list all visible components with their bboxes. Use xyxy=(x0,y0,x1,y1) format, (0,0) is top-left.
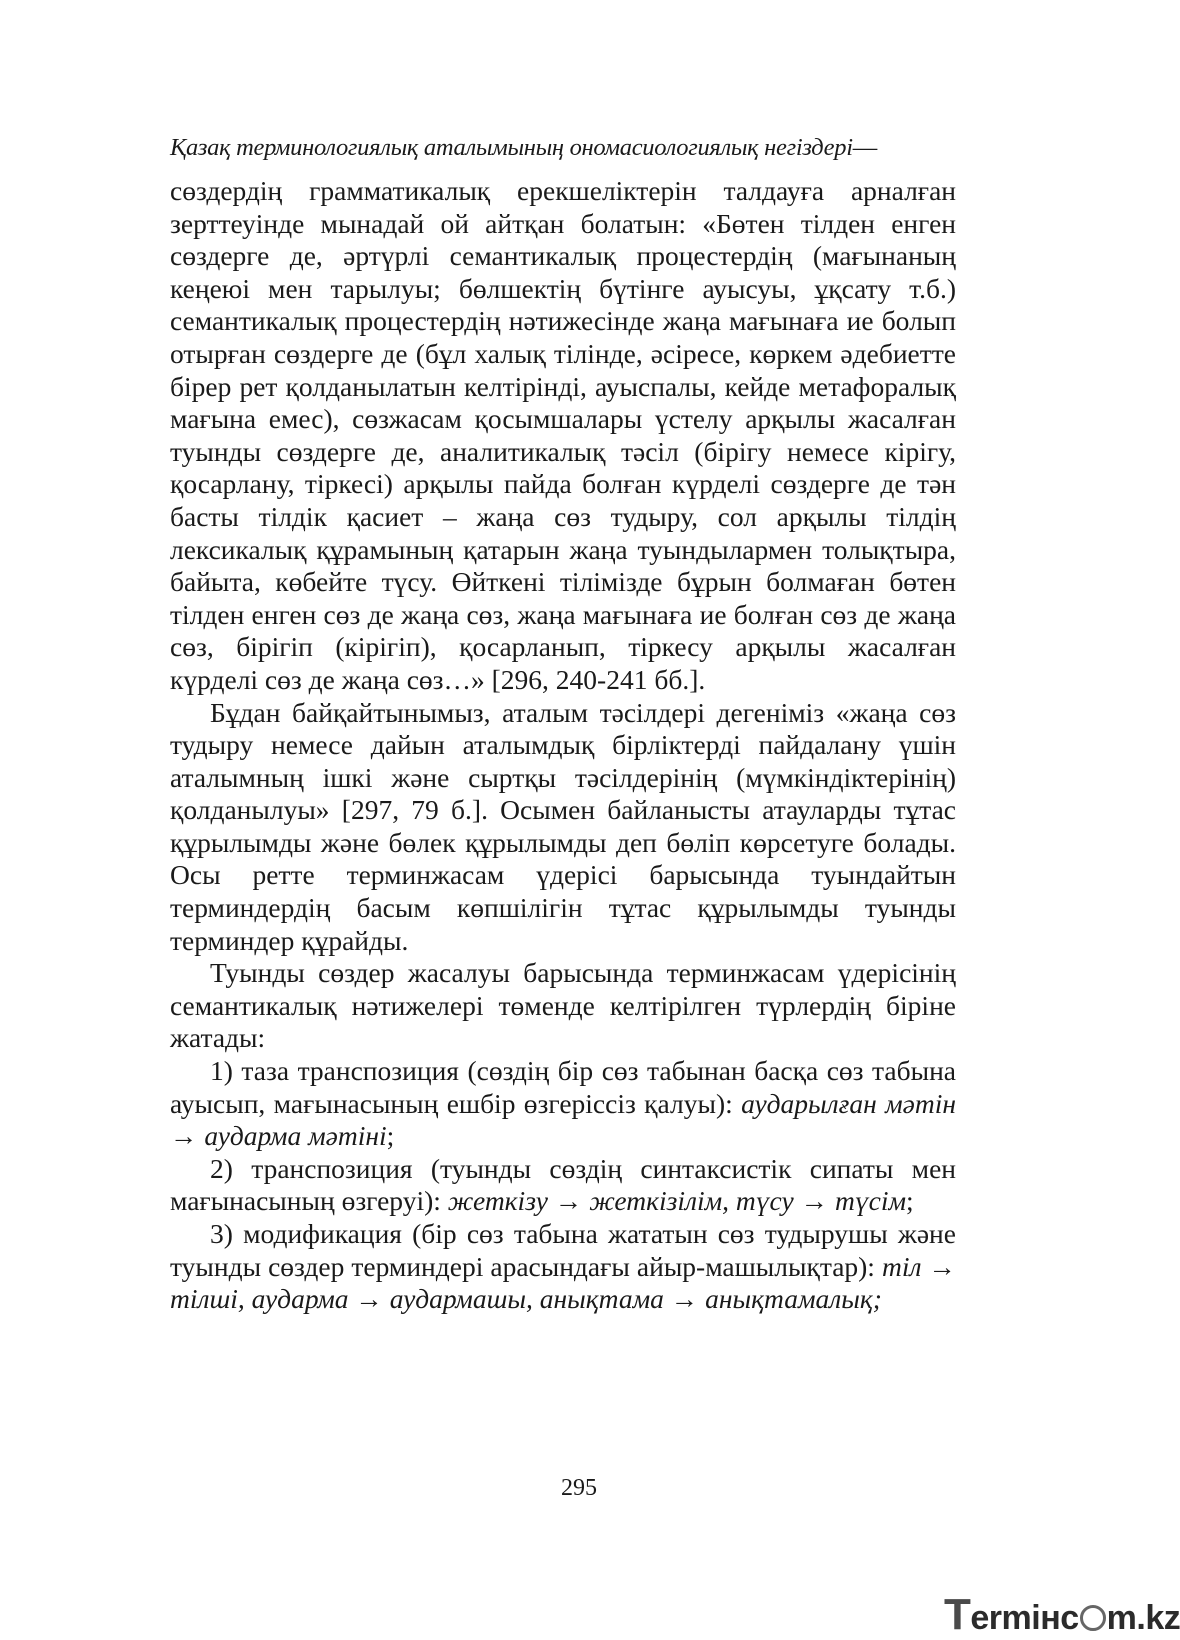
arrow: → xyxy=(800,1185,829,1217)
arrow: → xyxy=(170,1120,198,1152)
header-dash: — xyxy=(852,134,877,161)
list-item-1 xyxy=(170,1055,956,1153)
punctuation: ; xyxy=(386,1120,395,1152)
list-item-1-text: 1) таза транспозиция (сөздің бір сөз табынан басқа сөз табына ауысып, мағынасының ешбір өзгеріссіз қалуы): xyxy=(170,1055,956,1119)
example-term: анықтамалық; xyxy=(705,1283,882,1315)
logo-circle-icon xyxy=(1080,1605,1106,1631)
list-item-2-text: 2) транспозиция (туынды сөздің синтаксистік сипаты мен мағынасының өзгеруі): xyxy=(170,1152,956,1217)
list-item-2 xyxy=(170,1153,956,1218)
running-header xyxy=(170,132,960,164)
arrow: → xyxy=(928,1250,957,1282)
example-term: аударма мәтіні xyxy=(204,1120,387,1152)
arrow: → xyxy=(554,1185,583,1217)
arrow: → xyxy=(355,1283,383,1315)
logo-text-part2: m.kz xyxy=(1106,1599,1180,1637)
example-term: аудармашы, xyxy=(389,1283,533,1315)
termincom-logo xyxy=(944,1590,1180,1640)
example-term: тіл xyxy=(881,1250,922,1282)
body-text xyxy=(170,175,956,1316)
example-term: аударма xyxy=(251,1283,349,1315)
example-term: аударылған мәтін xyxy=(741,1087,956,1119)
paragraph-2: Бұдан байқайтынымыз, аталым тәсілдері дегеніміз «жаңа сөз тудыру немесе дайын аталымдық бірліктерді пайдалану үшін аталымның ішкі және сыртқы тәсілдерінің (мүмкіндіктерінің) қолданылуы» [297, 79 б.]. Осымен байланысты атауларды тұтас құрылымды және бөлек құрылымды деп бөліп көрсетуге болады. Осы ретте терминжасам үдерісі барысында туындайтын терминдердің басым көпшілігін тұтас құрылымды туынды терминдер құрайды. xyxy=(170,696,956,956)
paragraph-1: сөздердің грамматикалық ерекшеліктерін талдауға арналған зерттеуінде мынадай ой айтқан болатын: «Бөтен тілден енген сөздерге де, әртүрлі семантикалық процестердің (мағынаның кеңеюі мен тарылуы; бөлшектің бүтінге ауысуы, ұқсату т.б.) семантикалық процестердің нәтижесінде жаңа мағынаға ие болып отырған сөздерге де (бұл халық тілінде, әсіресе, көркем әдебиетте бірер рет қолданылатын келтірінді, ауыспалы, кейде метафоралық мағына емес), сөзжасам қосымшалары үстелу арқылы жасалған туынды сөздерге де, аналитикалық тәсіл (бірігу немесе кірігу, қосарлану, тіркесі) арқылы пайда болған күрделі сөздерге де тән басты тілдік қасиет – жаңа сөз тудыру, сол арқылы тілдің лексикалық құрамының қатарын жаңа туындылармен толықтыра, байыта, көбейте түсу. Өйткені тілімізде бұрын болмаған бөтен тілден енген сөз де жаңа сөз, жаңа мағынаға ие болған сөз де жаңа сөз, бірігіп (кірігіп), қосарланып, тіркесу арқылы жасалған күрделі сөз де жаңа сөз…» [296, 240-241 бб.]. xyxy=(170,175,956,695)
example-term: тілші, xyxy=(170,1283,245,1315)
example-term: жеткізілім, xyxy=(589,1185,730,1217)
logo-text-part1: ermінc xyxy=(970,1599,1079,1637)
logo-letter-t: T xyxy=(944,1590,971,1639)
paragraph-3: Туынды сөздер жасалуы барысында терминжасам үдерісінің семантикалық нәтижелері төменде келтірілген түрлердің біріне жатады: xyxy=(170,957,956,1054)
list-item-3-text: 3) модификация (бір сөз табына жататын сөз тудырушы және туынды сөздер терминдері арасындағы айыр-машылықтар): xyxy=(170,1218,956,1282)
example-term: түсу xyxy=(735,1185,794,1217)
list-item-3 xyxy=(170,1218,956,1316)
running-title: Қазақ терминологиялық аталымының ономасиологиялық негіздері xyxy=(170,134,853,161)
arrow: → xyxy=(670,1283,699,1315)
example-term: түсім xyxy=(835,1185,907,1217)
page-number: 295 xyxy=(561,1475,597,1501)
punctuation: ; xyxy=(906,1185,914,1217)
example-term: анықтама xyxy=(539,1283,664,1315)
example-term: жеткізу xyxy=(447,1185,548,1217)
